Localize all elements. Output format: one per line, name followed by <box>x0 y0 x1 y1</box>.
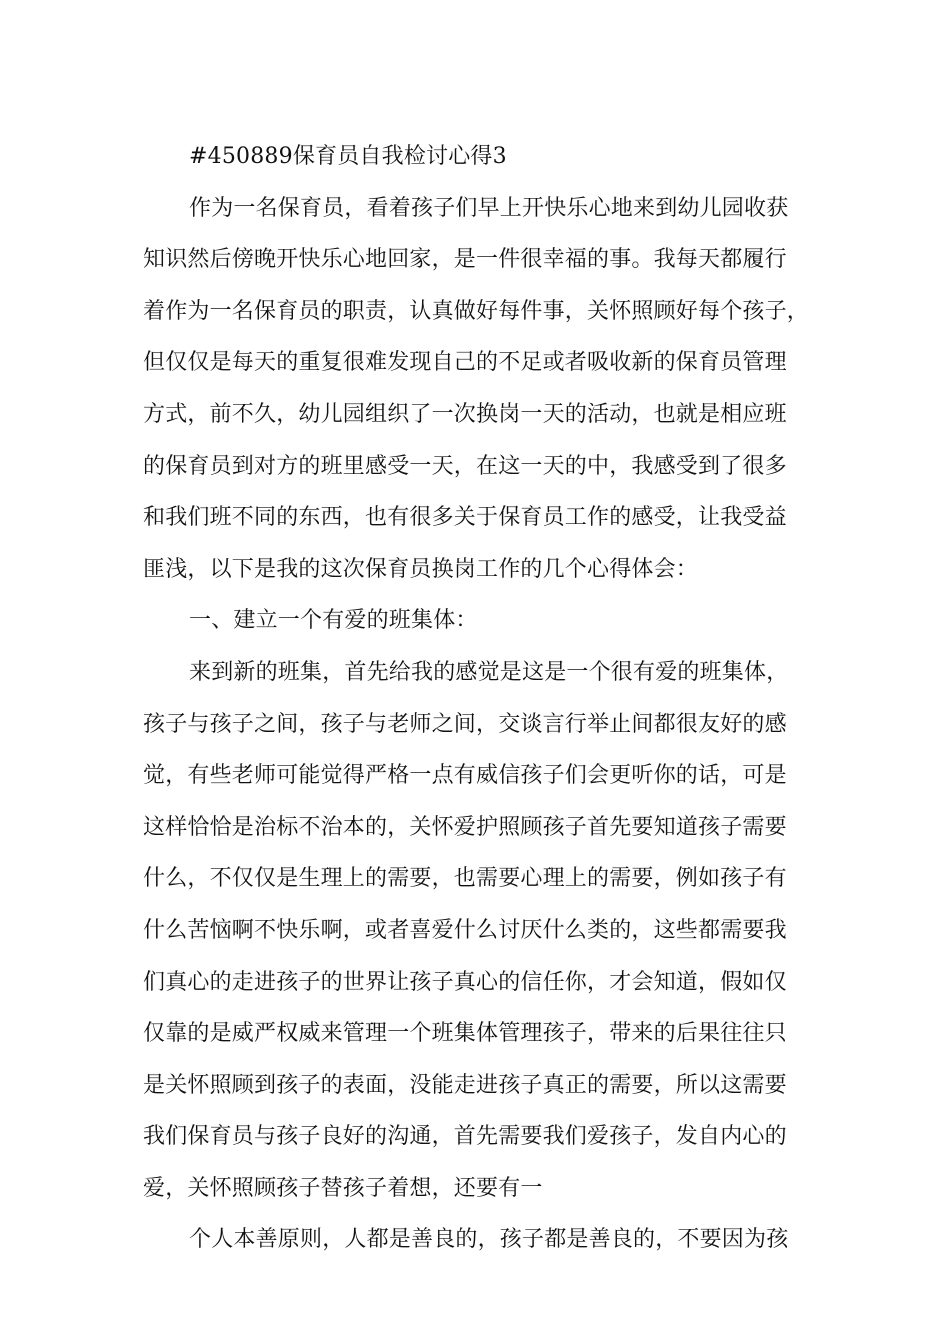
document-body <box>143 131 823 1266</box>
section-heading: 一、建立一个有爱的班集体： <box>189 608 478 634</box>
text-line: 和我们班不同的东西，也有很多关于保育员工作的感受，让我受益 <box>143 505 787 531</box>
text-line: 我们保育员与孩子良好的沟通，首先需要我们爱孩子，发自内心的 <box>143 1124 787 1150</box>
text-line: 什么，不仅仅是生理上的需要，也需要心理上的需要，例如孩子有 <box>143 866 787 892</box>
text-line: 爱，关怀照顾孩子替孩子着想，还要有一 <box>143 1175 543 1201</box>
paragraph-2 <box>143 647 823 1215</box>
text-line: 但仅仅是每天的重复很难发现自己的不足或者吸收新的保育员管理 <box>143 350 787 376</box>
text-line: 是关怀照顾到孩子的表面，没能走进孩子真正的需要，所以这需要 <box>143 1072 787 1098</box>
text-line: 作为一名保育员，看着孩子们早上开快乐心地来到幼儿园收获 <box>189 195 789 221</box>
text-line: 仅靠的是威严权威来管理一个班集体管理孩子，带来的后果往往只 <box>143 1021 787 1047</box>
text-line: 来到新的班集，首先给我的感觉是这是一个很有爱的班集体， <box>189 659 789 685</box>
text-line: 个人本善原则，人都是善良的，孩子都是善良的，不要因为孩 <box>189 1227 789 1253</box>
text-line: 知识然后傍晚开快乐心地回家，是一件很幸福的事。我每天都履行 <box>143 247 787 273</box>
text-line: 方式，前不久，幼儿园组织了一次换岗一天的活动，也就是相应班 <box>143 401 787 427</box>
text-line: 什么苦恼啊不快乐啊，或者喜爱什么讨厌什么类的，这些都需要我 <box>143 917 787 943</box>
text-line: 着作为一名保育员的职责，认真做好每件事，关怀照顾好每个孩子， <box>143 298 810 324</box>
text-line: 觉，有些老师可能觉得严格一点有威信孩子们会更听你的话，可是 <box>143 763 787 789</box>
text-line: 们真心的走进孩子的世界让孩子真心的信任你，才会知道，假如仅 <box>143 969 787 995</box>
text-line: 匪浅，以下是我的这次保育员换岗工作的几个心得体会： <box>143 556 699 582</box>
text-line: 这样恰恰是治标不治本的，关怀爱护照顾孩子首先要知道孩子需要 <box>143 814 787 840</box>
paragraph-1 <box>143 183 823 596</box>
document-title: #450889保育员自我检讨心得3 <box>189 144 507 169</box>
paragraph-3 <box>143 1214 823 1266</box>
text-line: 的保育员到对方的班里感受一天，在这一天的中，我感受到了很多 <box>143 453 787 479</box>
text-line: 孩子与孩子之间，孩子与老师之间，交谈言行举止间都很友好的感 <box>143 711 787 737</box>
